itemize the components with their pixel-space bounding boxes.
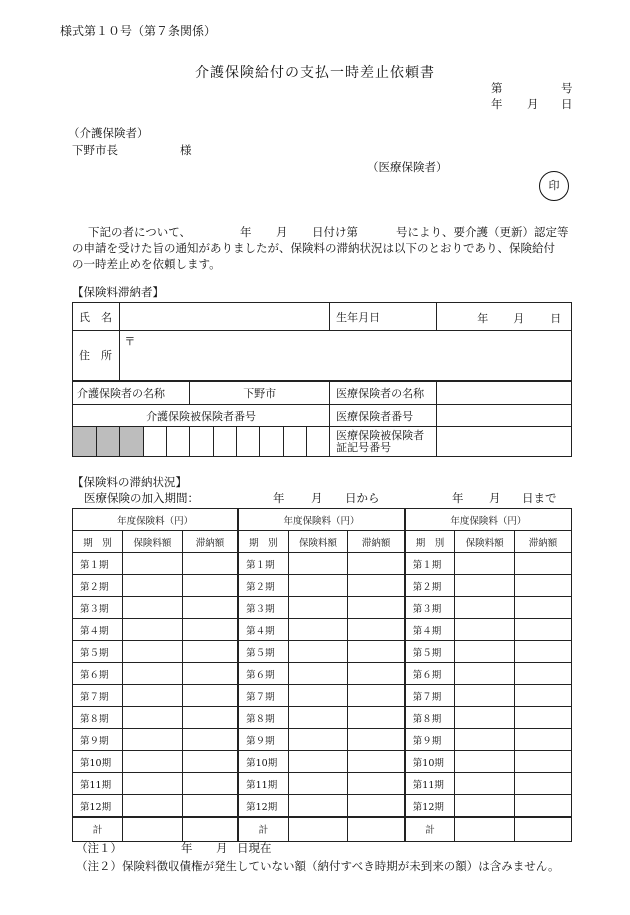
period-label: 第８期 bbox=[238, 707, 288, 729]
arrears-amount-cell[interactable] bbox=[182, 575, 238, 597]
arrears-amount-cell[interactable] bbox=[515, 685, 572, 707]
col-amount: 保険料額 bbox=[122, 531, 182, 553]
arrears-amount-cell[interactable] bbox=[348, 663, 405, 685]
period-label: 第８期 bbox=[405, 707, 455, 729]
section-arrears-status: 【保険料の滞納状況】 bbox=[72, 475, 187, 489]
insured-digit-7[interactable] bbox=[213, 427, 236, 457]
period-label: 第12期 bbox=[238, 795, 288, 818]
col-arrears: 滞納額 bbox=[348, 531, 405, 553]
arrears-amount-cell[interactable] bbox=[348, 729, 405, 751]
period-label: 第５期 bbox=[238, 641, 288, 663]
premium-amount-cell[interactable] bbox=[288, 641, 348, 663]
arrears-amount-cell[interactable] bbox=[348, 641, 405, 663]
address-label: 住 所 bbox=[73, 331, 120, 381]
doc-number-suffix: 号 bbox=[561, 81, 573, 95]
premium-amount-cell[interactable] bbox=[288, 619, 348, 641]
premium-amount-cell[interactable] bbox=[455, 663, 515, 685]
col-period: 期 別 bbox=[73, 531, 123, 553]
arrears-amount-cell[interactable] bbox=[182, 773, 238, 795]
person-table bbox=[72, 302, 572, 457]
col-amount: 保険料額 bbox=[288, 531, 348, 553]
premium-amount-cell[interactable] bbox=[455, 641, 515, 663]
arrears-amount-cell[interactable] bbox=[182, 619, 238, 641]
arrears-amount-cell[interactable] bbox=[515, 773, 572, 795]
premium-amount-cell[interactable] bbox=[122, 641, 182, 663]
period-label: 第７期 bbox=[405, 685, 455, 707]
premium-amount-cell[interactable] bbox=[288, 773, 348, 795]
period-label: 第２期 bbox=[73, 575, 123, 597]
enrollment-to-year: 年 bbox=[452, 491, 464, 505]
period-label: 第３期 bbox=[405, 597, 455, 619]
period-label: 第７期 bbox=[73, 685, 123, 707]
premium-amount-cell[interactable] bbox=[122, 597, 182, 619]
arrears-amount-cell[interactable] bbox=[182, 641, 238, 663]
total-label: 計 bbox=[405, 817, 455, 841]
premium-amount-cell[interactable] bbox=[455, 575, 515, 597]
page-title: 介護保険給付の支払一時差止依頼書 bbox=[195, 65, 435, 81]
total-row bbox=[73, 817, 572, 841]
medical-name-label: 医療保険者の名称 bbox=[330, 381, 437, 405]
birth-month-unit: 月 bbox=[513, 312, 525, 325]
period-label: 第１期 bbox=[405, 553, 455, 575]
period-label: 第３期 bbox=[238, 597, 288, 619]
col-arrears: 滞納額 bbox=[515, 531, 572, 553]
birth-day-unit: 日 bbox=[550, 312, 562, 325]
table-row bbox=[73, 795, 572, 818]
medical-insured-label-line1: 医療保険被保険者 bbox=[336, 428, 425, 442]
form-number: 様式第１０号（第７条関係） bbox=[60, 24, 217, 38]
arrears-amount-cell[interactable] bbox=[348, 773, 405, 795]
period-label: 第９期 bbox=[405, 729, 455, 751]
body-line-1-month: 月 bbox=[276, 225, 288, 239]
insured-digit-6[interactable] bbox=[190, 427, 213, 457]
insured-digit-1 bbox=[73, 427, 97, 457]
name-label: 氏 名 bbox=[73, 303, 120, 331]
premium-amount-cell[interactable] bbox=[122, 575, 182, 597]
arrears-amount-cell[interactable] bbox=[515, 575, 572, 597]
total-arrears-cell[interactable] bbox=[182, 817, 238, 841]
arrears-amount-cell[interactable] bbox=[348, 553, 405, 575]
premium-amount-cell[interactable] bbox=[455, 707, 515, 729]
col-period: 期 別 bbox=[405, 531, 455, 553]
period-label: 第12期 bbox=[405, 795, 455, 818]
period-label: 第２期 bbox=[238, 575, 288, 597]
year-premium-header-3: 年度保険料（円） bbox=[405, 509, 572, 531]
period-label: 第８期 bbox=[73, 707, 123, 729]
enrollment-to-day: 日まで bbox=[522, 491, 557, 505]
medical-insured-field[interactable] bbox=[437, 427, 572, 457]
premium-amount-cell[interactable] bbox=[122, 795, 182, 818]
arrears-amount-cell[interactable] bbox=[515, 751, 572, 773]
arrears-amount-cell[interactable] bbox=[182, 795, 238, 818]
period-label: 第６期 bbox=[405, 663, 455, 685]
medical-number-field[interactable] bbox=[437, 405, 572, 427]
arrears-table bbox=[72, 508, 572, 842]
medical-insurer-label: （医療保険者） bbox=[367, 160, 448, 174]
addressee: 下野市長 bbox=[72, 143, 118, 157]
period-label: 第１期 bbox=[73, 553, 123, 575]
section-arrears-person: 【保険料滞納者】 bbox=[72, 285, 164, 299]
premium-amount-cell[interactable] bbox=[288, 751, 348, 773]
insured-digit-11[interactable] bbox=[306, 427, 329, 457]
doc-date-month: 月 bbox=[527, 97, 539, 111]
premium-amount-cell[interactable] bbox=[288, 707, 348, 729]
period-label: 第11期 bbox=[238, 773, 288, 795]
arrears-amount-cell[interactable] bbox=[348, 619, 405, 641]
table-row bbox=[73, 597, 572, 619]
premium-amount-cell[interactable] bbox=[288, 553, 348, 575]
enrollment-from-year: 年 bbox=[273, 491, 285, 505]
arrears-amount-cell[interactable] bbox=[348, 751, 405, 773]
enrollment-from-month: 月 bbox=[311, 491, 323, 505]
period-label: 第９期 bbox=[238, 729, 288, 751]
arrears-amount-cell[interactable] bbox=[182, 685, 238, 707]
period-label: 第２期 bbox=[405, 575, 455, 597]
note-1-month: 月 bbox=[216, 841, 228, 855]
arrears-amount-cell[interactable] bbox=[182, 729, 238, 751]
arrears-amount-cell[interactable] bbox=[182, 751, 238, 773]
arrears-amount-cell[interactable] bbox=[515, 619, 572, 641]
arrears-amount-cell[interactable] bbox=[182, 597, 238, 619]
col-arrears: 滞納額 bbox=[182, 531, 238, 553]
medical-insured-label-line2: 証記号番号 bbox=[336, 440, 392, 454]
table-row bbox=[73, 729, 572, 751]
total-arrears-cell[interactable] bbox=[348, 817, 405, 841]
year-premium-header-2: 年度保険料（円） bbox=[238, 509, 405, 531]
medical-number-label: 医療保険者番号 bbox=[330, 405, 437, 427]
doc-date-year: 年 bbox=[491, 97, 503, 111]
insured-digit-10[interactable] bbox=[283, 427, 306, 457]
arrears-amount-cell[interactable] bbox=[515, 553, 572, 575]
body-line-1-year: 年 bbox=[240, 225, 252, 239]
premium-amount-cell[interactable] bbox=[122, 685, 182, 707]
note-1-year: 年 bbox=[181, 841, 193, 855]
arrears-amount-cell[interactable] bbox=[348, 685, 405, 707]
period-label: 第11期 bbox=[405, 773, 455, 795]
medical-name-field[interactable] bbox=[437, 381, 572, 405]
total-amount-cell[interactable] bbox=[122, 817, 182, 841]
period-label: 第10期 bbox=[405, 751, 455, 773]
postal-mark: 〒 bbox=[124, 335, 136, 348]
period-label: 第４期 bbox=[73, 619, 123, 641]
premium-amount-cell[interactable] bbox=[455, 553, 515, 575]
body-line-1-day: 日付け第 bbox=[312, 225, 358, 239]
address-field[interactable] bbox=[120, 331, 572, 381]
body-line-1b: 号により、要介護（更新）認定等 bbox=[396, 225, 569, 239]
premium-amount-cell[interactable] bbox=[455, 729, 515, 751]
period-label: 第10期 bbox=[238, 751, 288, 773]
arrears-amount-cell[interactable] bbox=[515, 795, 572, 818]
period-label: 第７期 bbox=[238, 685, 288, 707]
arrears-amount-cell[interactable] bbox=[182, 553, 238, 575]
arrears-amount-cell[interactable] bbox=[515, 729, 572, 751]
table-row bbox=[73, 663, 572, 685]
premium-amount-cell[interactable] bbox=[122, 751, 182, 773]
table-row bbox=[73, 619, 572, 641]
arrears-amount-cell[interactable] bbox=[515, 641, 572, 663]
arrears-amount-cell[interactable] bbox=[348, 575, 405, 597]
premium-amount-cell[interactable] bbox=[455, 795, 515, 818]
insured-digit-2 bbox=[96, 427, 120, 457]
arrears-amount-cell[interactable] bbox=[348, 707, 405, 729]
table-row bbox=[73, 707, 572, 729]
enrollment-from-day: 日から bbox=[345, 491, 380, 505]
total-arrears-cell[interactable] bbox=[515, 817, 572, 841]
body-line-2: の申請を受けた旨の通知がありましたが、保険料の滞納状況は以下のとおりであり、保険給付 bbox=[72, 241, 555, 255]
insured-digit-4[interactable] bbox=[143, 427, 166, 457]
arrears-amount-cell[interactable] bbox=[182, 707, 238, 729]
premium-amount-cell[interactable] bbox=[455, 773, 515, 795]
enrollment-to-month: 月 bbox=[489, 491, 501, 505]
total-label: 計 bbox=[238, 817, 288, 841]
insured-digit-3 bbox=[120, 427, 143, 457]
premium-amount-cell[interactable] bbox=[288, 685, 348, 707]
table-row bbox=[73, 773, 572, 795]
arrears-amount-cell[interactable] bbox=[515, 707, 572, 729]
period-label: 第３期 bbox=[73, 597, 123, 619]
arrears-amount-cell[interactable] bbox=[348, 795, 405, 818]
honorific: 様 bbox=[180, 143, 192, 157]
doc-date-day: 日 bbox=[561, 97, 573, 111]
total-amount-cell[interactable] bbox=[288, 817, 348, 841]
arrears-amount-cell[interactable] bbox=[348, 597, 405, 619]
premium-amount-cell[interactable] bbox=[455, 597, 515, 619]
period-label: 第５期 bbox=[73, 641, 123, 663]
birth-field[interactable] bbox=[437, 303, 572, 331]
period-label: 第６期 bbox=[73, 663, 123, 685]
premium-amount-cell[interactable] bbox=[122, 729, 182, 751]
premium-amount-cell[interactable] bbox=[288, 729, 348, 751]
table-row bbox=[73, 553, 572, 575]
col-amount: 保険料額 bbox=[455, 531, 515, 553]
seal-mark: 印 bbox=[539, 171, 569, 201]
medical-insured-label bbox=[330, 427, 437, 457]
period-label: 第６期 bbox=[238, 663, 288, 685]
year-premium-header-1: 年度保険料（円） bbox=[73, 509, 239, 531]
premium-amount-cell[interactable] bbox=[455, 619, 515, 641]
table-row bbox=[73, 751, 572, 773]
table-row bbox=[73, 685, 572, 707]
table-row bbox=[73, 575, 572, 597]
total-amount-cell[interactable] bbox=[455, 817, 515, 841]
insured-digit-8[interactable] bbox=[236, 427, 259, 457]
table-row bbox=[73, 641, 572, 663]
doc-number-prefix: 第 bbox=[491, 81, 503, 95]
insured-digit-9[interactable] bbox=[260, 427, 283, 457]
insurer-name-label: 介護保険者の名称 bbox=[73, 381, 190, 405]
insurer-label: （介護保険者） bbox=[68, 126, 149, 140]
premium-amount-cell[interactable] bbox=[455, 751, 515, 773]
insured-number-label: 介護保険被保険者番号 bbox=[73, 405, 330, 427]
premium-amount-cell[interactable] bbox=[122, 707, 182, 729]
arrears-amount-cell[interactable] bbox=[182, 663, 238, 685]
birth-label: 生年月日 bbox=[330, 303, 437, 331]
birth-year-unit: 年 bbox=[477, 312, 489, 325]
arrears-amount-cell[interactable] bbox=[515, 597, 572, 619]
body-line-3: の一時差止めを依頼します。 bbox=[72, 257, 221, 271]
premium-amount-cell[interactable] bbox=[122, 619, 182, 641]
premium-amount-cell[interactable] bbox=[455, 685, 515, 707]
note-2: （注２）保険料徴収債権が発生していない額（納付すべき時期が未到来の額）は含みません。 bbox=[76, 859, 560, 873]
note-1-day: 日現在 bbox=[237, 841, 272, 855]
name-field[interactable] bbox=[120, 303, 330, 331]
premium-amount-cell[interactable] bbox=[122, 553, 182, 575]
period-label: 第１期 bbox=[238, 553, 288, 575]
period-label: 第11期 bbox=[73, 773, 123, 795]
period-label: 第９期 bbox=[73, 729, 123, 751]
period-label: 第12期 bbox=[73, 795, 123, 818]
note-1: （注１） bbox=[76, 841, 122, 855]
premium-amount-cell[interactable] bbox=[288, 663, 348, 685]
insured-digit-5[interactable] bbox=[166, 427, 189, 457]
enrollment-label: 医療保険の加入期間： bbox=[84, 491, 199, 505]
premium-amount-cell[interactable] bbox=[288, 575, 348, 597]
premium-amount-cell[interactable] bbox=[288, 795, 348, 818]
col-period: 期 別 bbox=[238, 531, 288, 553]
insurer-name-value: 下野市 bbox=[190, 381, 330, 405]
arrears-amount-cell[interactable] bbox=[515, 663, 572, 685]
period-label: 第４期 bbox=[238, 619, 288, 641]
body-line-1a: 下記の者について、 bbox=[88, 225, 192, 239]
premium-amount-cell[interactable] bbox=[122, 663, 182, 685]
period-label: 第10期 bbox=[73, 751, 123, 773]
period-label: 第５期 bbox=[405, 641, 455, 663]
premium-amount-cell[interactable] bbox=[122, 773, 182, 795]
period-label: 第４期 bbox=[405, 619, 455, 641]
total-label: 計 bbox=[73, 817, 123, 841]
premium-amount-cell[interactable] bbox=[288, 597, 348, 619]
